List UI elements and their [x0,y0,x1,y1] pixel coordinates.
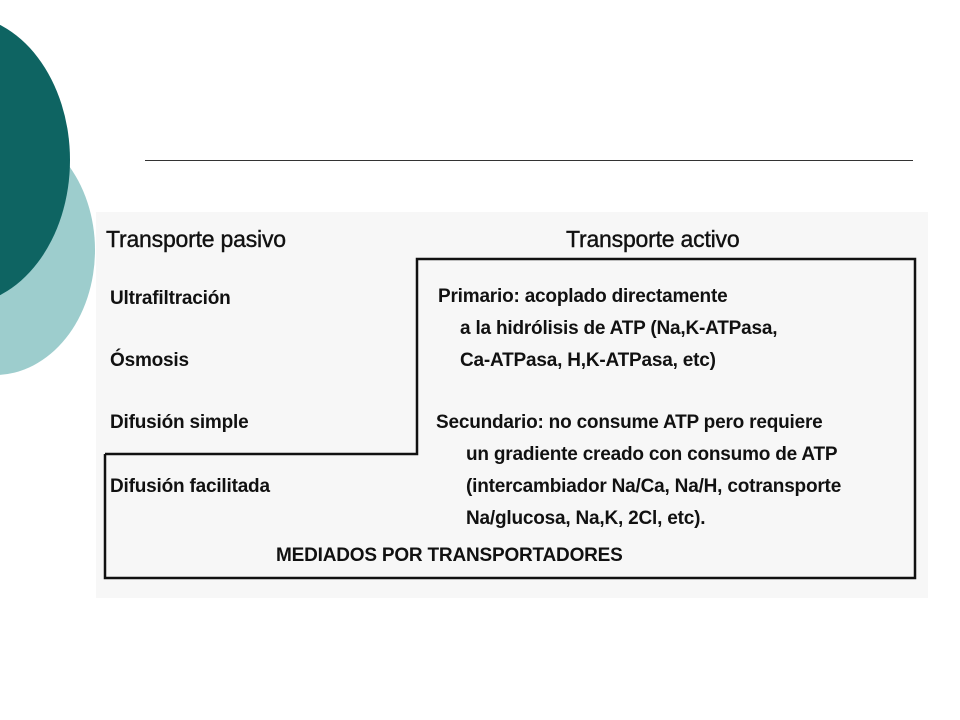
primary-line: Primario: acoplado directamente [438,286,728,307]
passive-item-ultrafiltration: Ultrafiltración [110,288,231,309]
transport-diagram [96,212,928,598]
primary-line: a la hidrólisis de ATP (Na,K-ATPasa, [460,318,778,339]
secondary-line: Na/glucosa, Na,K, 2Cl, etc). [466,508,706,529]
secondary-line: un gradiente creado con consumo de ATP [466,444,838,465]
mediated-by-transporters-label: MEDIADOS POR TRANSPORTADORES [276,545,623,566]
secondary-line: (intercambiador Na/Ca, Na/H, cotransporte [466,476,842,497]
passive-item-osmosis: Ósmosis [110,350,189,371]
active-primary-text [438,281,777,377]
secondary-line: Secundario: no consume ATP pero requiere [436,412,823,433]
active-secondary-text [436,407,841,535]
passive-item-simple-diffusion: Difusión simple [110,412,249,433]
passive-transport-heading: Transporte pasivo [106,226,286,252]
passive-item-facilitated-diffusion: Difusión facilitada [110,476,270,497]
primary-line: Ca-ATPasa, H,K-ATPasa, etc) [460,350,716,371]
active-transport-heading: Transporte activo [566,226,740,252]
transporter-mediated-outline [96,212,928,598]
title-divider-line [145,160,913,161]
